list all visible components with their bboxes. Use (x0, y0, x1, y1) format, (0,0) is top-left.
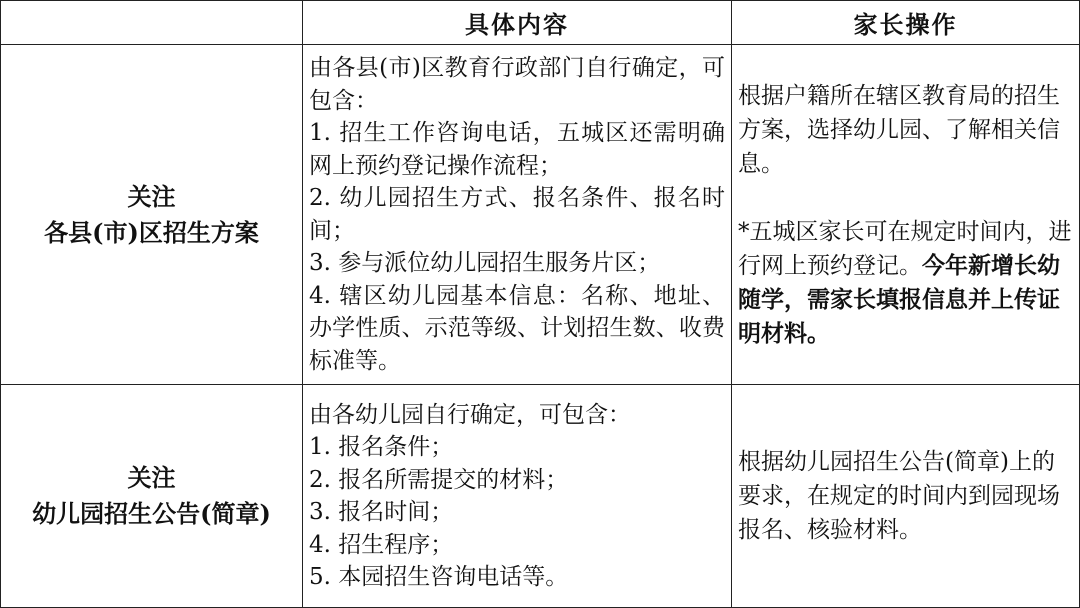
header-topic (1, 1, 303, 45)
action-note-text: *五城区家长可在规定时间内，进行网上预约登记。 (738, 218, 1072, 279)
topic-line: 各县(市)区招生方案 (44, 217, 259, 247)
paragraph-gap (738, 181, 1073, 215)
header-row (1, 1, 1080, 45)
action-paragraph: 根据幼儿园招生公告(简章)上的要求，在规定的时间内到园现场报名、核验材料。 (738, 449, 1060, 543)
topic-line: 幼儿园招生公告(简章) (32, 499, 271, 528)
action-cell (732, 385, 1080, 608)
topic-line: 关注 (127, 181, 176, 211)
content-line: 1. 报名条件； (309, 434, 454, 460)
content-line: 2. 报名所需提交的材料； (309, 466, 569, 493)
table-row (1, 385, 1080, 608)
table-row (1, 45, 1080, 385)
content-line: 5. 本园招生咨询电话等。 (309, 564, 569, 590)
content-cell (303, 385, 732, 608)
content-line: 1. 招生工作咨询电话，五城区还需明确网上预约登记操作流程； (309, 120, 725, 179)
header-content: 具体内容 (303, 1, 732, 45)
action-note-highlight: 今年新增长幼随学，需家长填报信息并上传证明材料。 (738, 251, 1060, 347)
action-paragraph: 根据户籍所在辖区教育局的招生方案，选择幼儿园、了解相关信息。 (738, 82, 1060, 177)
topic-line: 关注 (127, 463, 176, 492)
content-line: 2. 幼儿园招生方式、报名条件、报名时间； (309, 185, 725, 244)
content-line: 3. 报名时间； (309, 499, 454, 525)
content-line: 由各幼儿园自行确定，可包含： (309, 401, 631, 428)
topic-cell (1, 385, 303, 608)
action-cell (732, 45, 1080, 385)
topic-cell (1, 45, 303, 385)
content-line: 4. 招生程序； (309, 531, 454, 558)
content-line: 4. 辖区幼儿园基本信息：名称、地址、办学性质、示范等级、计划招生数、收费标准等。 (309, 282, 725, 374)
header-parent-action: 家长操作 (732, 1, 1080, 45)
content-line: 3. 参与派位幼儿园招生服务片区； (309, 250, 661, 276)
content-line: 由各县(市)区教育行政部门自行确定，可包含： (309, 55, 725, 114)
content-cell (303, 45, 732, 385)
action-paragraph-note (738, 215, 1073, 351)
